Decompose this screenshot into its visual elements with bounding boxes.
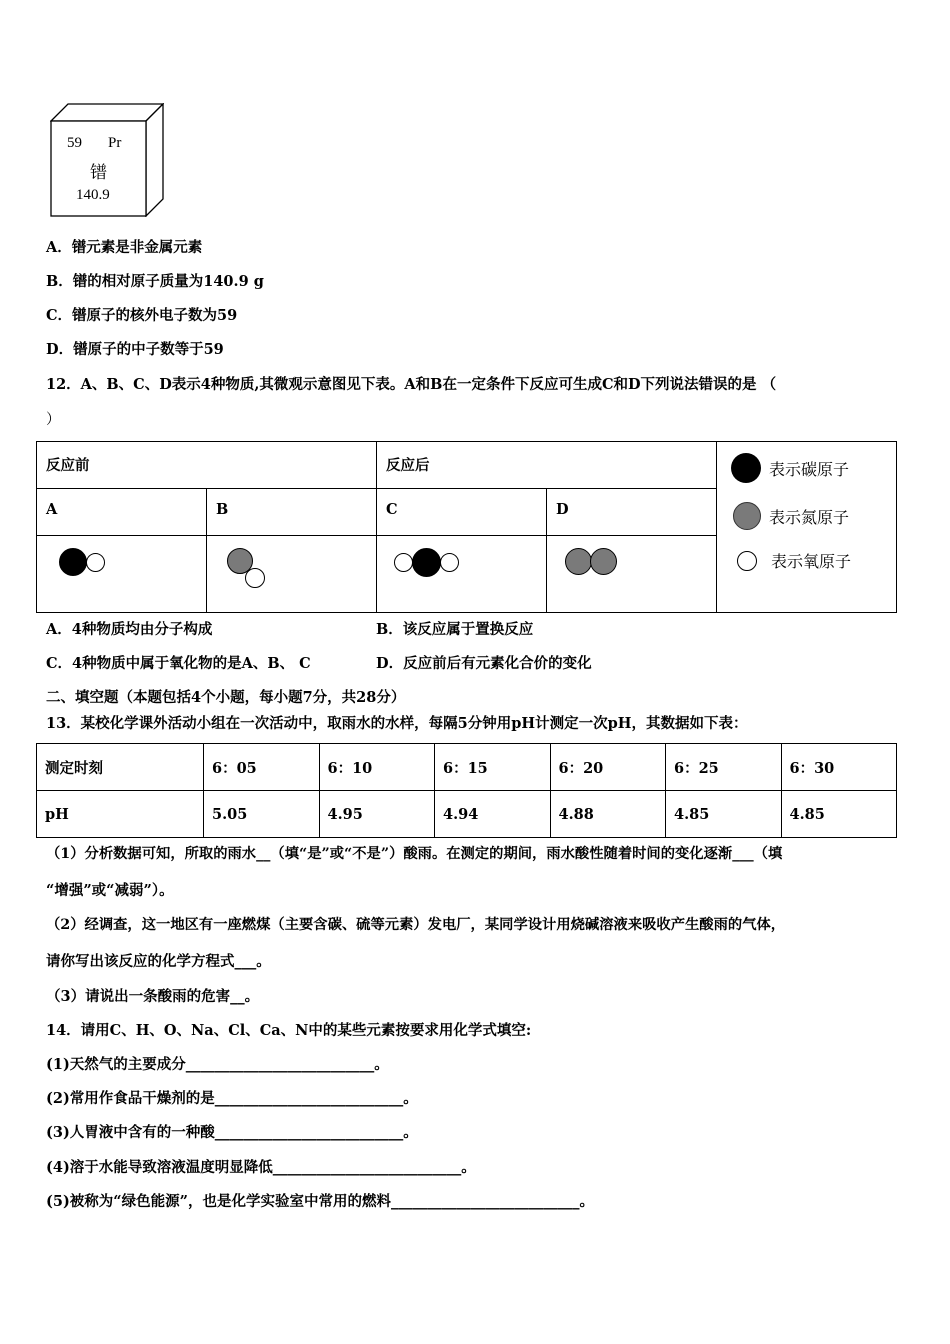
- time-cell: 6：20: [550, 744, 666, 791]
- q14-item-1: (1)天然气的主要成分__________________________。: [46, 1056, 389, 1073]
- element-card: [50, 103, 164, 217]
- nitrogen-atom: [565, 548, 592, 575]
- oxygen-atom: [245, 568, 265, 588]
- label-b: B: [207, 489, 377, 536]
- nitrogen-atom-icon: [733, 502, 761, 530]
- time-cell: 6：15: [435, 744, 551, 791]
- q12-option-c: C．4种物质中属于氧化物的是A、B、 C: [46, 655, 311, 672]
- oxygen-atom: [440, 553, 459, 572]
- q12-stem-close: ）: [46, 412, 61, 428]
- time-cell: 6：25: [666, 744, 782, 791]
- q12-option-b: B．该反应属于置换反应: [376, 621, 534, 638]
- ph-cell: 4.88: [550, 791, 666, 838]
- q13-sub2: （2）经调查，这一地区有一座燃煤（主要含碳、硫等元素）发电厂，某同学设计用烧碱溶液来吸收产生酸雨的气体，: [46, 917, 786, 933]
- carbon-atom: [412, 548, 441, 577]
- element-symbol: Pr: [108, 135, 122, 151]
- q14-item-3: (3)人胃液中含有的一种酸__________________________。: [46, 1124, 418, 1141]
- q12-stem: 12．A、B、C、D表示4种物质,其微观示意图见下表。A和B在一定条件下反应可生成C和D下列说法错误的是 （: [46, 376, 777, 393]
- label-a: A: [37, 489, 207, 536]
- time-header: 测定时刻: [37, 744, 204, 791]
- molecule-b: [207, 536, 377, 613]
- q11-option-c: C．镨原子的核外电子数为59: [46, 307, 238, 324]
- q14-item-5: (5)被称为“绿色能源”，也是化学实验室中常用的燃料__________________________。: [46, 1193, 594, 1210]
- q14-stem: 14．请用C、H、O、Na、Cl、Ca、N中的某些元素按要求用化学式填空:: [46, 1022, 532, 1039]
- q13-sub2-cont: 请你写出该反应的化学方程式___。: [46, 953, 271, 970]
- q11-option-d: D．镨原子的中子数等于59: [46, 341, 224, 358]
- q13-stem: 13．某校化学课外活动小组在一次活动中，取雨水的水样，每隔5分钟用pH计测定一次pH，其数据如下表：: [46, 715, 748, 732]
- section-heading: 二、填空题（本题包括4个小题，每小题7分，共28分）: [46, 689, 406, 706]
- oxygen-atom: [394, 553, 413, 572]
- q14-item-2: (2)常用作食品干燥剂的是__________________________。: [46, 1090, 418, 1107]
- q12-option-a: A．4种物质均由分子构成: [46, 621, 213, 638]
- oxygen-atom-icon: [737, 551, 757, 571]
- ph-cell: 4.85: [781, 791, 897, 838]
- q11-option-a: A．镨元素是非金属元素: [46, 239, 203, 256]
- before-header: 反应前: [37, 442, 377, 489]
- reaction-table: [36, 441, 897, 613]
- ph-cell: 4.95: [319, 791, 435, 838]
- time-cell: 6：05: [204, 744, 320, 791]
- atomic-mass: 140.9: [76, 187, 110, 203]
- q13-sub1-cont: “增强”或“减弱”）。: [46, 882, 174, 899]
- atomic-number: 59: [67, 135, 82, 151]
- carbon-atom: [59, 548, 87, 576]
- molecule-d: [547, 536, 717, 613]
- legend-nitrogen: 表示氮原子: [731, 502, 849, 530]
- time-cell: 6：30: [781, 744, 897, 791]
- q13-sub1: （1）分析数据可知，所取的雨水__（填“是”或“不是”）酸雨。在测定的期间，雨水酸性随着时间的变化逐渐___（填: [46, 846, 783, 862]
- legend-oxygen: 表示氧原子: [731, 549, 851, 572]
- molecule-a: [37, 536, 207, 613]
- ph-header: pH: [37, 791, 204, 838]
- label-d: D: [547, 489, 717, 536]
- time-cell: 6：10: [319, 744, 435, 791]
- q13-sub3: （3）请说出一条酸雨的危害__。: [46, 988, 260, 1005]
- ph-cell: 5.05: [204, 791, 320, 838]
- oxygen-atom: [86, 553, 105, 572]
- element-name: 镨: [90, 163, 107, 183]
- ph-table: [36, 743, 897, 838]
- label-c: C: [377, 489, 547, 536]
- nitrogen-atom: [590, 548, 617, 575]
- ph-cell: 4.85: [666, 791, 782, 838]
- legend-cell: [717, 442, 897, 613]
- legend-carbon: 表示碳原子: [731, 453, 849, 483]
- q11-option-b: B．镨的相对原子质量为140.9 g: [46, 273, 264, 290]
- q12-option-d: D．反应前后有元素化合价的变化: [376, 655, 592, 672]
- molecule-c: [377, 536, 547, 613]
- carbon-atom-icon: [731, 453, 761, 483]
- q14-item-4: (4)溶于水能导致溶液温度明显降低__________________________。: [46, 1159, 476, 1176]
- after-header: 反应后: [377, 442, 717, 489]
- ph-cell: 4.94: [435, 791, 551, 838]
